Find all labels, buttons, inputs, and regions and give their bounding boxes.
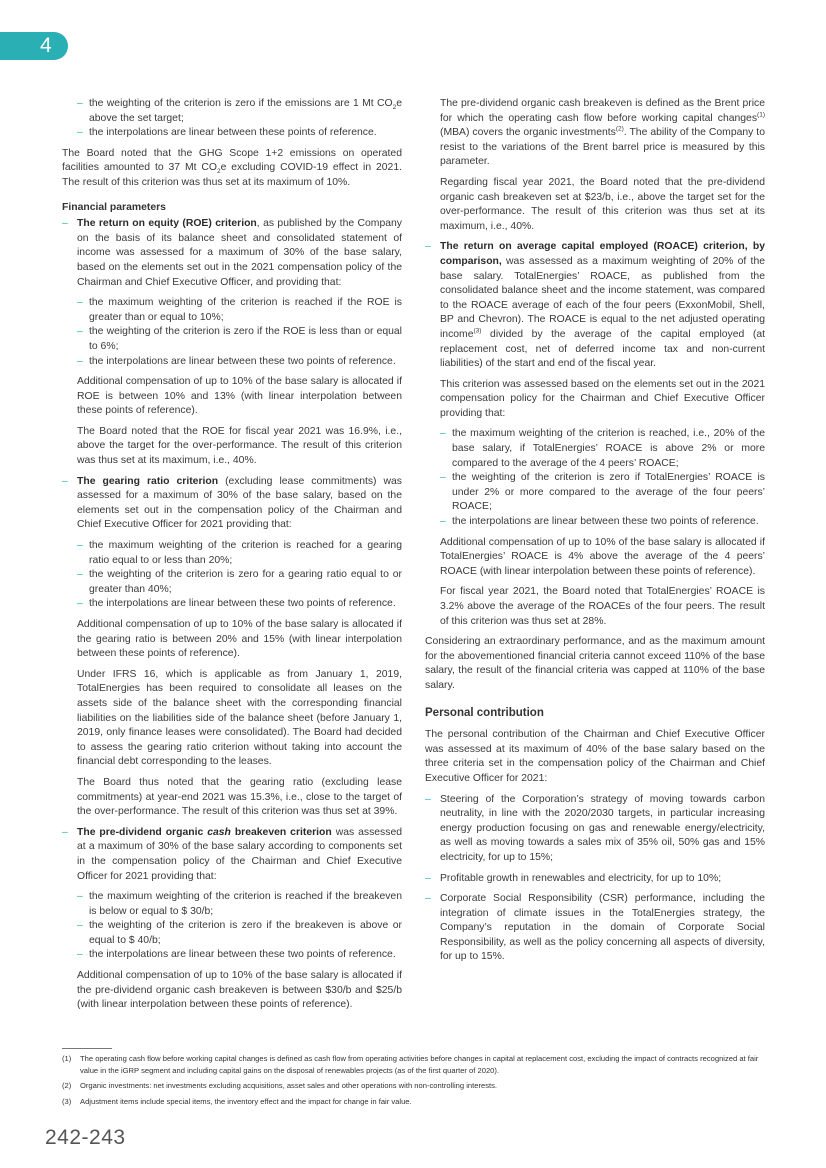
footnote: (1) The operating cash flow before working capital changes is defined as cash flow from operating activities before changes in capital at replacement cost, excluding the impact of contracts recognized at fair value in the iGRP segment and including capital gains on the disposal of renewables projects (as of the first quarter of 2020).	[62, 1054, 759, 1075]
list-item: – the maximum weighting of the criterion is reached for a gearing ratio equal to or less than 20%;	[62, 539, 402, 568]
page-number: 242-243	[45, 1126, 126, 1149]
list-item: – the weighting of the criterion is zero for a gearing ratio equal to or greater than 40%;	[62, 568, 402, 597]
emissions-sublist	[62, 97, 402, 141]
list-item: – the interpolations are linear between these two points of reference.	[62, 355, 402, 370]
roe-sublist	[62, 296, 402, 369]
list-item: – the interpolations are linear between these two points of reference.	[62, 948, 402, 963]
gearing-result: The Board thus noted that the gearing ratio (excluding lease commitments) at year-end 2021 was 15.3%, i.e., close to the target of the over-performance. The result of this criterion was thus set at 39%.	[77, 776, 402, 818]
personal-bullet: – Profitable growth in renewables and electricity, for up to 10%;	[425, 872, 765, 887]
roe-additional: Additional compensation of up to 10% of the base salary is allocated if ROE is between 10% and 13% (with linear interpolation between these points of reference).	[77, 376, 402, 417]
gearing-sublist	[62, 539, 402, 612]
personal-bullet: – Steering of the Corporation’s strategy of moving towards carbon neutrality, in line with the 2020/2030 targets, in particular increasing energy production focusing on gas and renewable energy/electricity, as well as moving towards a sales mix of 35% oil, 50% gas and 15% electricity, for up to 15%;	[425, 793, 765, 866]
personal-bullet: – Corporate Social Responsibility (CSR) performance, including the integration of climate issues in the TotalEnergies strategy, the Company’s reputation in the domain of Corporate Social Responsibility, as well as the policy concerning all aspects of diversity, for up to 15%.	[425, 892, 765, 965]
footnote: (2) Organic investments: net investments excluding acquisitions, asset sales and other operations with non-controlling interests.	[62, 1081, 498, 1090]
list-item: – the maximum weighting of the criterion is reached if the breakeven is below or equal to $ 30/b;	[62, 890, 402, 919]
emissions-bullet: – the interpolations are linear between these points of reference.	[62, 126, 402, 141]
list-item: – the weighting of the criterion is zero if the breakeven is above or equal to $ 40/b;	[62, 919, 402, 948]
right-column	[425, 97, 765, 971]
financial-parameters-heading: Financial parameters	[62, 201, 166, 213]
cash-definition: The pre-dividend organic cash breakeven is defined as the Brent price for which the operating cash flow before working capital changes$^{(1)}$ (MBA) covers the organic investments$^{(2)}$. The ability of the Company to resist to the variations of the Brent barrel price is measured by this parameter.	[440, 98, 765, 168]
roace-additional: Additional compensation of up to 10% of the base salary is allocated if TotalEnergies’ ROACE is 4% above the average of the 4 peers’ ROACE (with linear interpolation between these points of reference).	[440, 536, 765, 577]
ghg-paragraph: The Board noted that the GHG Scope 1+2 emissions on operated facilities amounted to 37 Mt $CO_2e$ excluding COVID-19 effect in 2021. The result of this criterion was thus set at its maximum of 10%.	[62, 147, 402, 188]
list-item: – the weighting of the criterion is zero if the ROE is less than or equal to 6%;	[62, 325, 402, 354]
chapter-number: 4	[40, 34, 52, 57]
footnotes	[62, 1053, 767, 1111]
roace-result: For fiscal year 2021, the Board noted that TotalEnergies’ ROACE is 3.2% above the average of the ROACEs of the four peers. The result of this criterion was thus set at 28%.	[440, 586, 765, 627]
personal-contribution-heading: Personal contribution	[425, 706, 544, 719]
personal-intro: The personal contribution of the Chairman and Chief Executive Officer was assessed at its maximum of 40% of the base salary based on the three criteria set in the compensation policy of the Chairman and Chief Executive Officer for 2021:	[425, 729, 765, 784]
cash-result: Regarding fiscal year 2021, the Board noted that the pre-dividend organic cash breakeven set at $23/b, i.e., above the target set for the over-performance. The result of this criterion was thus set at its maximum, i.e., 40%.	[440, 176, 765, 232]
gearing-criterion: – The gearing ratio criterion (excluding lease commitments) was assessed for a maximum of 30% of the base salary, based on the elements set out in the compensation policy of the Chairman and Chief Executive Officer for 2021 providing that:	[62, 475, 402, 533]
list-item: – the maximum weighting of the criterion is reached if the ROE is greater than or equal to 10%;	[62, 296, 402, 325]
cash-additional: Additional compensation of up to 10% of the base salary is allocated if the pre-dividend organic cash breakeven is between $30/b and $25/b (with linear interpolation between these points of reference).	[77, 970, 402, 1011]
cash-sublist	[62, 890, 402, 963]
chapter-tab	[0, 32, 68, 60]
roace-policy: This criterion was assessed based on the elements set out in the 2021 compensation policy for the Chairman and Chief Executive Officer providing that:	[440, 378, 765, 419]
gearing-additional: Additional compensation of up to 10% of the base salary is allocated if the gearing ratio is between 20% and 15% (with linear interpolation between these points of reference).	[77, 619, 402, 660]
gearing-ifrs16: Under IFRS 16, which is applicable as from January 1, 2019, TotalEnergies has been required to consolidate all leases on the assets side of the balance sheet with the corresponding financial liabilities on the liabilities side of the balance sheet (before January 1, 2019, only finance leases were consolidated). The Board had decided to assess the gearing ratio criterion without taking into account the financial debt corresponding to the leases.	[77, 668, 402, 768]
roace-criterion: – The return on average capital employed (ROACE) criterion, by comparison, was assessed as a maximum weighting of 20% of the base salary. TotalEnergies’ ROACE, as published from the consolidated balance sheet and the income statement, was compared to the ROACE average of each of the four peers (ExxonMobil, Shell, BP and Chevron). The ROACE is equal to the net adjusted operating income$^{(3)}$ divided by the average of the capital employed (at replacement cost, net of deferred income tax and non-current liabilities) of the start and end of the fiscal year.	[425, 240, 765, 371]
left-column	[62, 97, 402, 1019]
list-item: – the maximum weighting of the criterion is reached, i.e., 20% of the base salary, if TotalEnergies’ ROACE is above 2% or more compared to the average of the 4 peers’ ROACE;	[425, 427, 765, 471]
cash-breakeven-criterion: – The pre-dividend organic cash breakeven criterion was assessed at a maximum of 30% of the base salary according to components set in the compensation policy of the Chairman and Chief Executive Officer for 2021 providing that:	[62, 826, 402, 884]
list-item: – the interpolations are linear between these two points of reference.	[62, 597, 402, 612]
list-item: – the weighting of the criterion is zero if TotalEnergies’ ROACE is under 2% or more compared to the average of the four peers’ ROACE;	[425, 471, 765, 515]
footnote: (3) Adjustment items include special items, the inventory effect and the impact for change in fair value.	[62, 1096, 412, 1106]
cap-paragraph: Considering an extraordinary performance, and as the maximum amount for the abovementioned financial criteria cannot exceed 110% of the base salary, the result of the financial criteria was capped at 110% of the base salary.	[425, 636, 765, 691]
list-item: – the interpolations are linear between these two points of reference.	[425, 515, 765, 530]
roace-sublist	[425, 427, 765, 529]
emissions-bullet: – the weighting of the criterion is zero if the emissions are 1 Mt $CO_2e$ above the set target;	[62, 97, 402, 126]
roe-criterion: – The return on equity (ROE) criterion, as published by the Company on the basis of its balance sheet and consolidated statement of income was assessed for a maximum of 30% of the base salary, based on the elements set out in the 2021 compensation policy of the Chairman and Chief Executive Officer, and providing that:	[62, 217, 402, 290]
roe-result: The Board noted that the ROE for fiscal year 2021 was 16.9%, i.e., above the target for the over-performance. The result of this criterion was thus set at its maximum, i.e., 40%.	[77, 425, 402, 467]
footnote-divider	[62, 1048, 112, 1049]
